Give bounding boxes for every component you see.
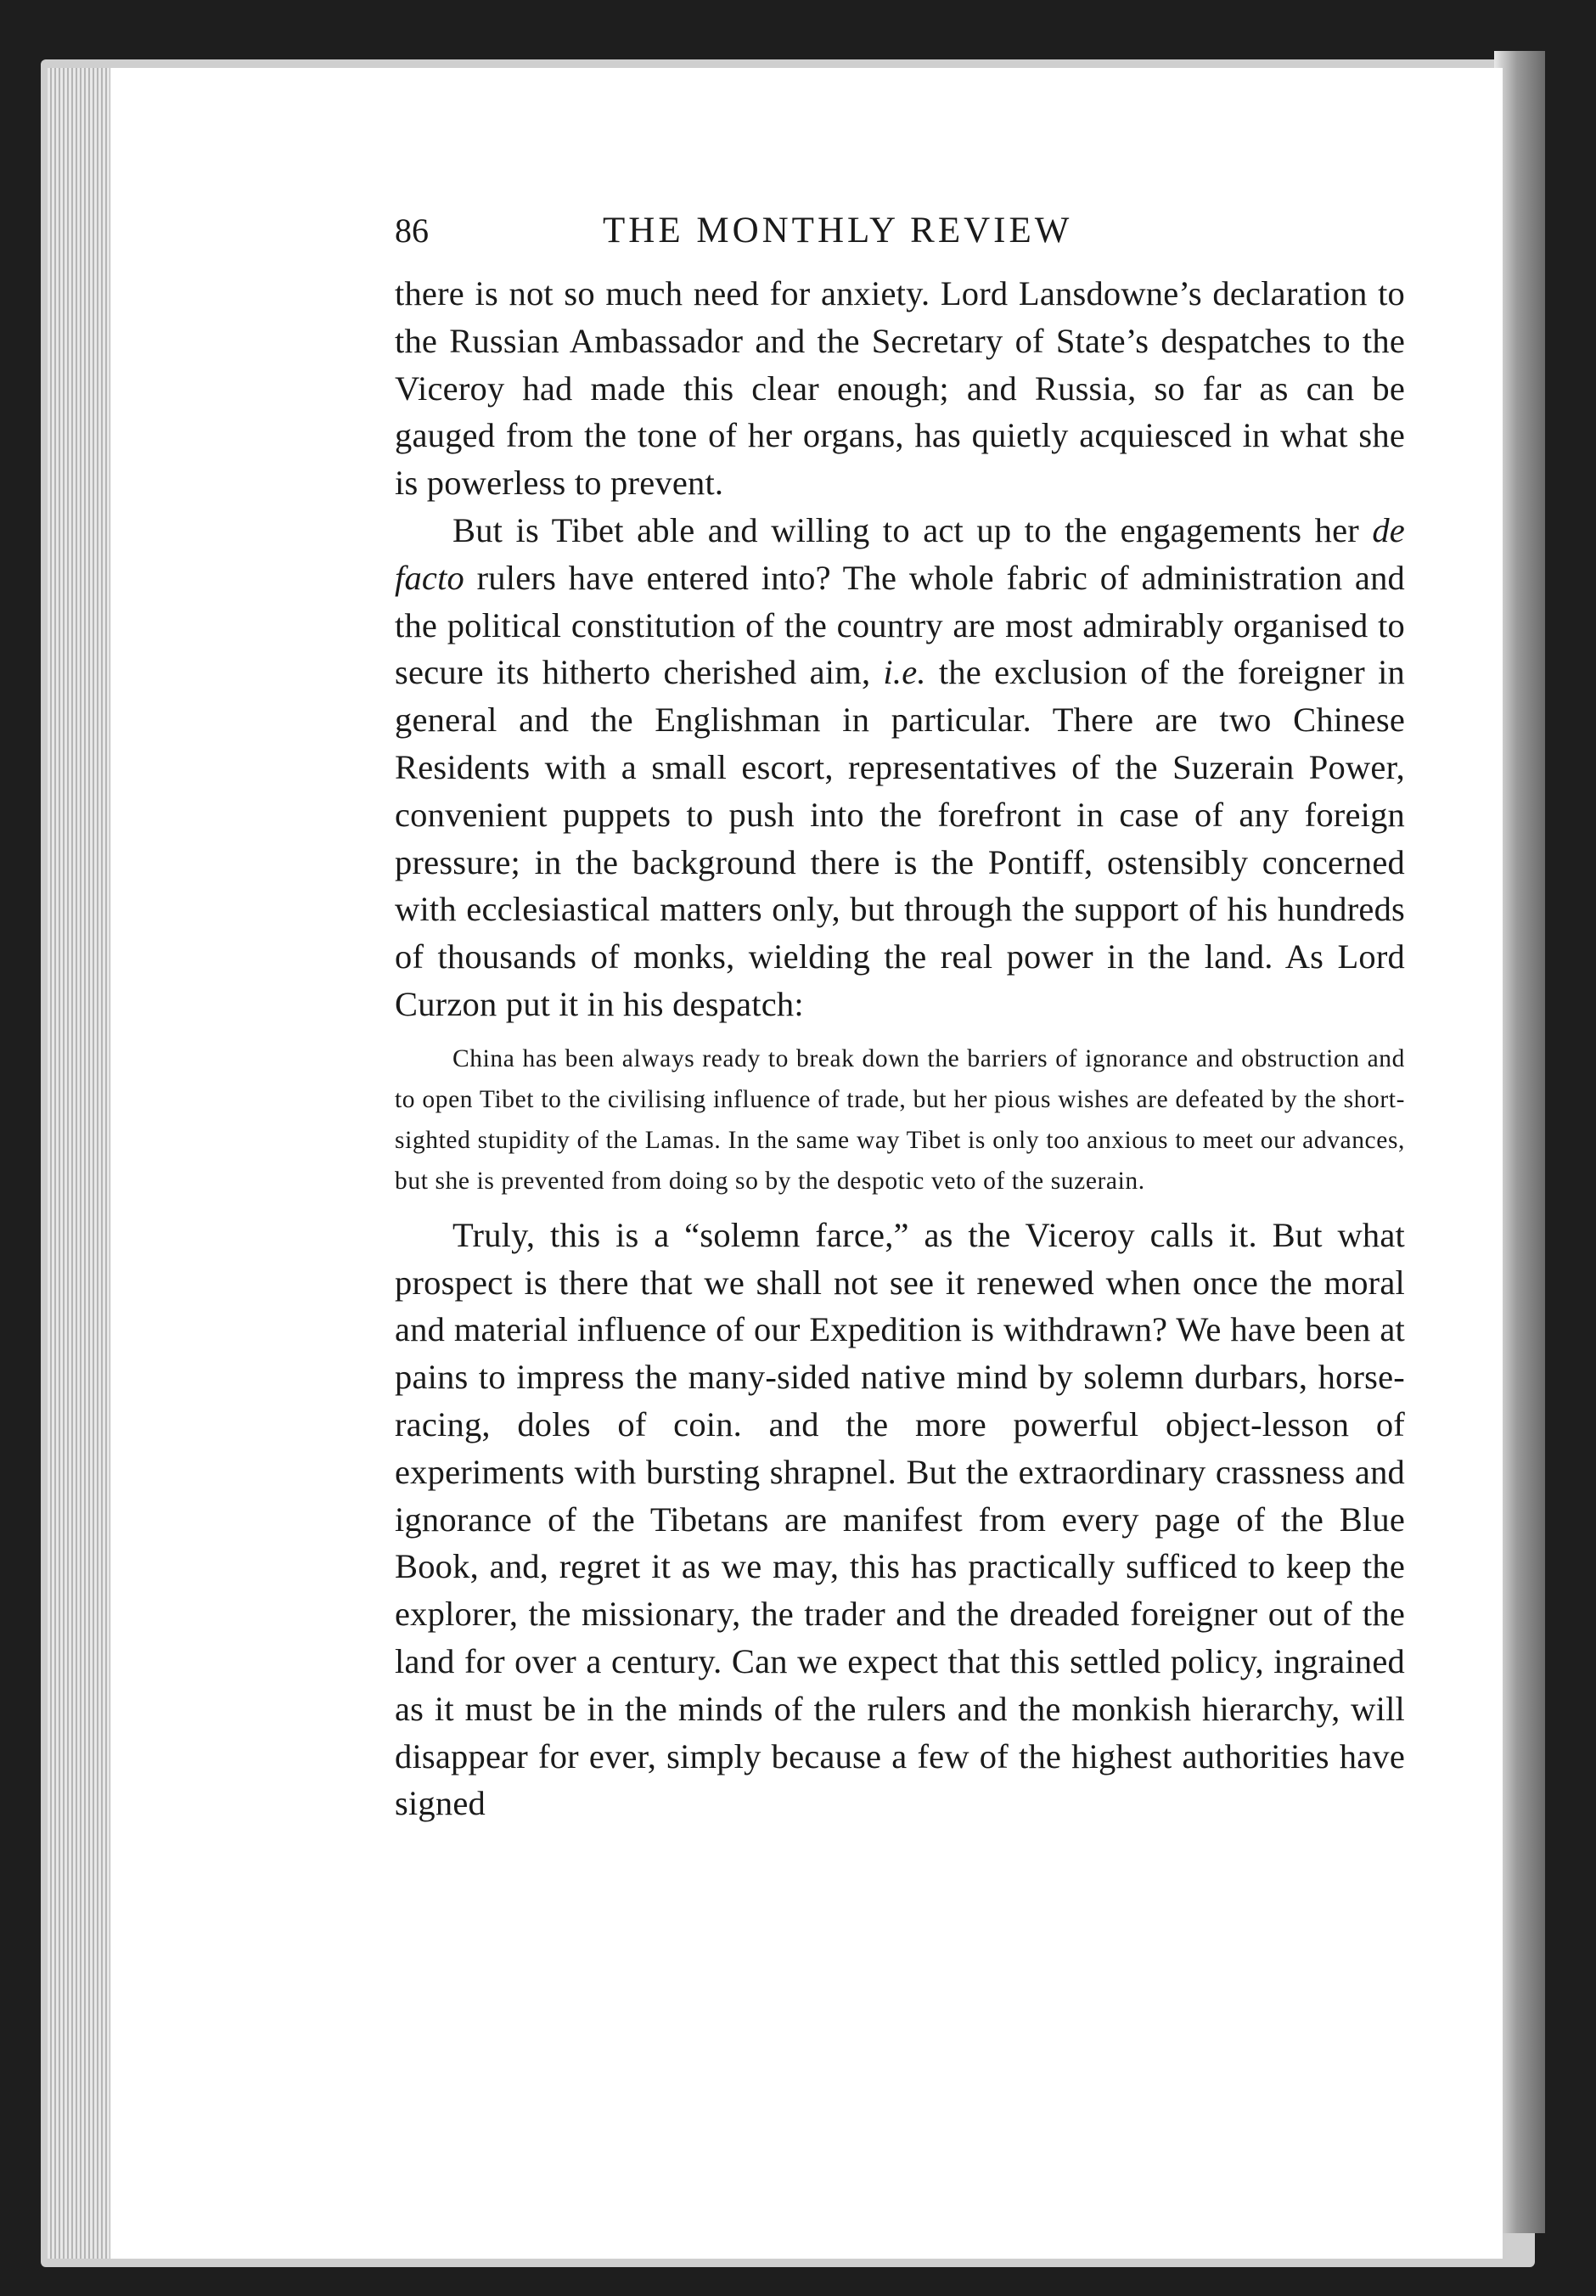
text-block	[395, 270, 1405, 1827]
running-head	[395, 205, 1176, 256]
italic-de-facto: de facto	[395, 510, 1405, 597]
paragraph-2	[395, 507, 1405, 1028]
journal-title: THE MONTHLY REVIEW	[603, 211, 1073, 250]
block-quote: China has been always ready to break down the barriers of ignorance and obstruction and to open Tibet to the civilising influence of trade, but her pious wishes are defeated by the short-sighted stupidity of the Lamas. In the same way Tibet is only too anxious to meet our advances, but she is prevented from doing so by the despotic veto of the suzerain.	[395, 1044, 1405, 1195]
italic-ie: i.e.	[883, 653, 926, 692]
paragraph-1: there is not so much need for anxiety. Lord Lansdowne’s declaration to the Russian Ambassador and the Secretary of State’s despatches to the Viceroy had made this clear enough; and Russia, so far as can be gauged from the tone of her organs, has quietly acquiesced in what she is powerless to prevent.	[395, 274, 1405, 503]
page-number: 86	[395, 211, 429, 250]
paragraph-3: Truly, this is a “solemn farce,” as the Viceroy calls it. But what prospect is there that we shall not see it renewed when once the moral and material influence of our Expedition is withdrawn? We have been at pains to impress the many-sided native mind by solemn durbars, horse-racing, doles of coin. and the more powerful object-lesson of experiments with bursting shrapnel. But the extraordinary crassness and ignorance of the Tibetans are manifest from every page of the Blue Book, and, regret it as we may, this has practically sufficed to keep the explorer, the missionary, the trader and the dreaded foreigner out of the land for over a century. Can we expect that this settled policy, ingrained as it must be in the minds of the rulers and the monkish hierarchy, will disappear for ever, simply because a few of the highest authorities have signed	[395, 1215, 1405, 1823]
paragraph-2-part-2: rulers have entered into? The whole fabric of administration and the political constitution of the country are most admirably organised to secure its hitherto cherished aim,	[395, 558, 1405, 692]
paragraph-2-part-1: But is Tibet able and willing to act up to the engagements her	[452, 510, 1373, 549]
paragraph-2-part-3: the exclusion of the foreigner in general and the Englishman in particular. There are two Chinese Residents with a small escort, representatives of the Suzerain Power, convenient puppets to push into the forefront in case of any foreign pressure; in the background there is the Pontiff, ostensibly concerned with ecclesiastical matters only, but through the support of his hundreds of thousands of monks, wielding the real power in the land. As Lord Curzon put it in his despatch:	[395, 653, 1405, 1023]
